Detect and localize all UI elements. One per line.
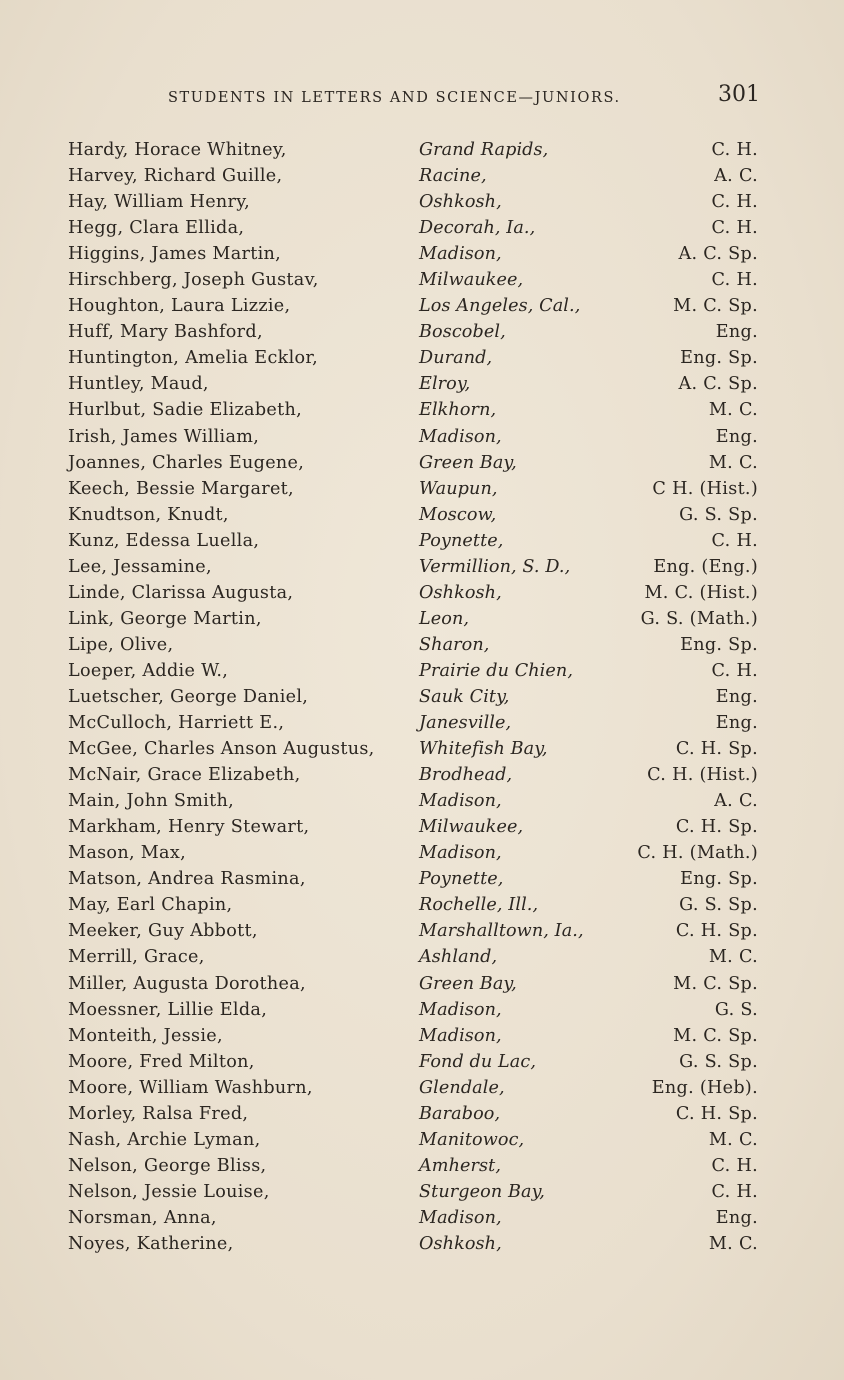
student-row <box>68 710 760 736</box>
student-course: C. H. <box>711 218 758 239</box>
student-hometown: Rochelle, Ill., <box>419 895 539 916</box>
running-head: STUDENTS IN LETTERS AND SCIENCE—JUNIORS. <box>168 90 621 106</box>
student-row <box>68 137 760 163</box>
student-name: Link, George Martin, <box>68 608 262 629</box>
student-name: Joannes, Charles Eugene, <box>68 452 305 473</box>
student-hometown: Manitowoc, <box>419 1129 525 1150</box>
student-hometown: Brodhead, <box>419 765 513 786</box>
student-name: McCulloch, Harriett E., <box>68 713 285 734</box>
student-hometown: Janesville, <box>419 713 512 734</box>
student-course: A. C. Sp. <box>678 374 758 395</box>
student-row <box>68 371 760 397</box>
student-hometown: Milwaukee, <box>419 270 524 291</box>
student-course: C. H. <box>711 530 758 551</box>
student-row <box>68 163 760 189</box>
student-course: C. H. Sp. <box>675 921 758 942</box>
student-row <box>68 762 760 788</box>
student-name: Nelson, George Bliss, <box>68 1155 267 1176</box>
student-row <box>68 971 760 997</box>
student-row <box>68 892 760 918</box>
student-hometown: Glendale, <box>419 1077 505 1098</box>
student-name: Kunz, Edessa Luella, <box>68 530 260 551</box>
student-row <box>68 397 760 423</box>
student-hometown: Baraboo, <box>419 1103 501 1124</box>
student-course: C. H. <box>711 1181 758 1202</box>
student-name: Irish, James William, <box>68 426 260 447</box>
student-course: Eng. Sp. <box>680 634 758 655</box>
student-hometown: Elroy, <box>419 374 471 395</box>
student-hometown: Oshkosh, <box>419 192 502 213</box>
student-row <box>68 632 760 658</box>
student-row <box>68 788 760 814</box>
student-course: C. H. Sp. <box>675 1103 758 1124</box>
student-name: McNair, Grace Elizabeth, <box>68 765 301 786</box>
student-course: M. C. (Hist.) <box>644 582 758 603</box>
student-name: Huntington, Amelia Ecklor, <box>68 348 319 369</box>
student-row <box>68 684 760 710</box>
student-name: Miller, Augusta Dorothea, <box>68 973 306 994</box>
student-row <box>68 1049 760 1075</box>
student-course: M. C. Sp. <box>673 973 758 994</box>
student-course: C H. (Hist.) <box>652 478 758 499</box>
student-hometown: Leon, <box>419 608 470 629</box>
student-course: Eng. (Eng.) <box>653 556 758 577</box>
student-name: Loeper, Addie W., <box>68 660 229 681</box>
student-course: M. C. <box>708 452 758 473</box>
student-course: Eng. <box>715 322 758 343</box>
student-hometown: Whitefish Bay, <box>419 739 548 760</box>
student-hometown: Madison, <box>419 426 502 447</box>
student-name: Markham, Henry Stewart, <box>68 817 310 838</box>
student-name: Moessner, Lillie Elda, <box>68 999 268 1020</box>
student-hometown: Madison, <box>419 244 502 265</box>
student-course: M. C. <box>708 400 758 421</box>
student-hometown: Green Bay, <box>419 452 517 473</box>
student-hometown: Vermillion, S. D., <box>419 556 571 577</box>
student-hometown: Waupun, <box>419 478 498 499</box>
student-course: G. S. <box>714 999 758 1020</box>
student-hometown: Marshalltown, Ia., <box>419 921 584 942</box>
student-course: C. H. (Math.) <box>637 843 758 864</box>
student-course: Eng. (Heb). <box>651 1077 758 1098</box>
student-hometown: Oshkosh, <box>419 1233 502 1254</box>
student-course: C. H. Sp. <box>675 739 758 760</box>
student-course: A. C. Sp. <box>678 244 758 265</box>
student-hometown: Moscow, <box>419 504 497 525</box>
student-row <box>68 1023 760 1049</box>
student-name: Huntley, Maud, <box>68 374 209 395</box>
student-hometown: Poynette, <box>419 869 504 890</box>
student-course: Eng. <box>715 686 758 707</box>
student-course: C. H. <box>711 660 758 681</box>
student-hometown: Decorah, Ia., <box>419 218 536 239</box>
student-name: Morley, Ralsa Fred, <box>68 1103 249 1124</box>
student-name: Huff, Mary Bashford, <box>68 322 263 343</box>
student-hometown: Grand Rapids, <box>419 140 549 160</box>
student-name: Hay, William Henry, <box>68 192 251 213</box>
student-hometown: Amherst, <box>419 1155 502 1176</box>
student-name: Hardy, Horace Whitney, <box>68 140 287 160</box>
student-hometown: Sharon, <box>419 634 490 655</box>
student-row <box>68 267 760 293</box>
student-hometown: Durand, <box>419 348 493 369</box>
student-row <box>68 189 760 215</box>
student-row <box>68 1101 760 1127</box>
student-hometown: Madison, <box>419 843 502 864</box>
student-hometown: Oshkosh, <box>419 582 502 603</box>
student-hometown: Milwaukee, <box>419 817 524 838</box>
student-course: C. H. <box>711 270 758 291</box>
student-row <box>68 1075 760 1101</box>
student-row <box>68 866 760 892</box>
page-header <box>68 82 760 112</box>
student-hometown: Ashland, <box>419 947 498 968</box>
student-row <box>68 319 760 345</box>
student-course: Eng. <box>715 426 758 447</box>
student-hometown: Madison, <box>419 1207 502 1228</box>
student-name: Keech, Bessie Margaret, <box>68 478 294 499</box>
student-course: A. C. <box>714 791 758 812</box>
student-list <box>68 137 760 1257</box>
student-course: G. S. (Math.) <box>640 608 758 629</box>
student-row <box>68 1179 760 1205</box>
student-course: Eng. <box>715 713 758 734</box>
student-hometown: Sturgeon Bay, <box>419 1181 545 1202</box>
student-name: Matson, Andrea Rasmina, <box>68 869 306 890</box>
student-name: Mason, Max, <box>68 843 186 864</box>
student-hometown: Racine, <box>419 166 487 187</box>
student-name: Lee, Jessamine, <box>68 556 212 577</box>
student-name: Noyes, Katherine, <box>68 1233 234 1254</box>
student-name: Meeker, Guy Abbott, <box>68 921 258 942</box>
student-hometown: Fond du Lac, <box>419 1051 537 1072</box>
student-row <box>68 580 760 606</box>
student-name: Monteith, Jessie, <box>68 1025 223 1046</box>
student-row <box>68 476 760 502</box>
student-name: Knudtson, Knudt, <box>68 504 229 525</box>
student-course: M. C. Sp. <box>673 296 758 317</box>
student-row <box>68 345 760 371</box>
student-row <box>68 997 760 1023</box>
student-course: C. H. <box>711 140 758 160</box>
student-name: Moore, Fred Milton, <box>68 1051 255 1072</box>
student-course: C. H. (Hist.) <box>647 765 758 786</box>
student-hometown: Madison, <box>419 791 502 812</box>
student-course: M. C. <box>708 1233 758 1254</box>
student-hometown: Poynette, <box>419 530 504 551</box>
student-name: Norsman, Anna, <box>68 1207 217 1228</box>
student-name: Moore, William Washburn, <box>68 1077 313 1098</box>
student-name: Hegg, Clara Ellida, <box>68 218 245 239</box>
student-name: Linde, Clarissa Augusta, <box>68 582 294 603</box>
student-name: Houghton, Laura Lizzie, <box>68 296 291 317</box>
student-name: May, Earl Chapin, <box>68 895 233 916</box>
student-row <box>68 528 760 554</box>
student-row <box>68 606 760 632</box>
student-hometown: Los Angeles, Cal., <box>419 296 581 317</box>
student-course: G. S. Sp. <box>679 504 758 525</box>
student-course: C. H. <box>711 192 758 213</box>
student-course: M. C. <box>708 1129 758 1150</box>
student-hometown: Sauk City, <box>419 686 510 707</box>
student-row <box>68 293 760 319</box>
student-row <box>68 1153 760 1179</box>
student-hometown: Green Bay, <box>419 973 517 994</box>
student-row <box>68 736 760 762</box>
student-row <box>68 1127 760 1153</box>
student-hometown: Madison, <box>419 1025 502 1046</box>
student-name: Hirschberg, Joseph Gustav, <box>68 270 319 291</box>
student-row <box>68 814 760 840</box>
student-row <box>68 840 760 866</box>
student-course: A. C. <box>714 166 758 187</box>
student-course: M. C. <box>708 947 758 968</box>
student-course: C. H. <box>711 1155 758 1176</box>
student-name: Luetscher, George Daniel, <box>68 686 309 707</box>
student-row <box>68 1231 760 1257</box>
student-row <box>68 918 760 944</box>
student-name: Nelson, Jessie Louise, <box>68 1181 270 1202</box>
student-row <box>68 944 760 970</box>
student-row <box>68 658 760 684</box>
student-row <box>68 424 760 450</box>
student-course: C. H. Sp. <box>675 817 758 838</box>
student-row <box>68 241 760 267</box>
student-hometown: Prairie du Chien, <box>419 660 574 681</box>
student-name: Nash, Archie Lyman, <box>68 1129 261 1150</box>
student-hometown: Madison, <box>419 999 502 1020</box>
student-course: M. C. Sp. <box>673 1025 758 1046</box>
student-course: Eng. Sp. <box>680 348 758 369</box>
student-hometown: Elkhorn, <box>419 400 497 421</box>
student-name: Harvey, Richard Guille, <box>68 166 283 187</box>
student-name: Lipe, Olive, <box>68 634 174 655</box>
student-course: G. S. Sp. <box>679 1051 758 1072</box>
student-name: Higgins, James Martin, <box>68 244 282 265</box>
student-name: McGee, Charles Anson Augustus, <box>68 739 375 760</box>
student-row <box>68 450 760 476</box>
student-hometown: Boscobel, <box>419 322 506 343</box>
student-course: Eng. Sp. <box>680 869 758 890</box>
student-row <box>68 554 760 580</box>
student-name: Merrill, Grace, <box>68 947 205 968</box>
student-row <box>68 1205 760 1231</box>
student-row <box>68 502 760 528</box>
student-row <box>68 215 760 241</box>
student-name: Hurlbut, Sadie Elizabeth, <box>68 400 303 421</box>
page-number: 301 <box>718 82 760 107</box>
student-name: Main, John Smith, <box>68 791 235 812</box>
student-course: Eng. <box>715 1207 758 1228</box>
student-course: G. S. Sp. <box>679 895 758 916</box>
